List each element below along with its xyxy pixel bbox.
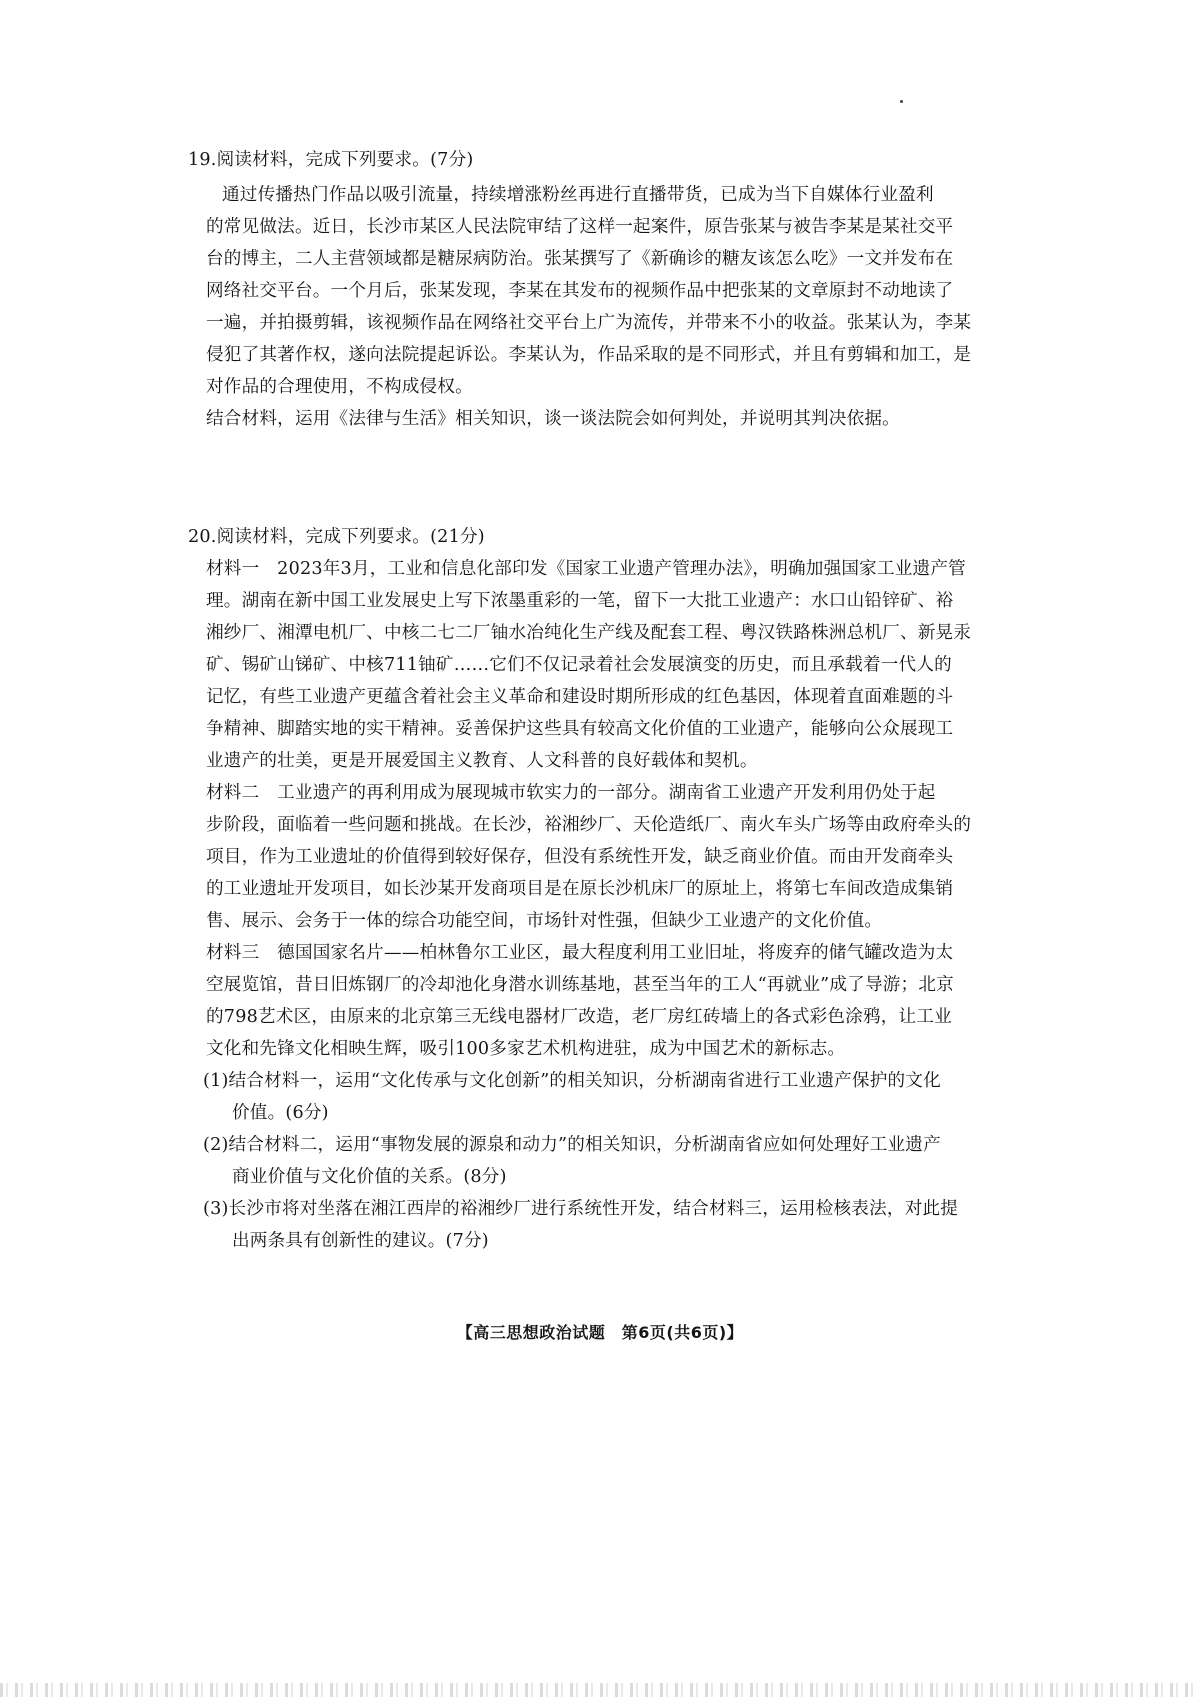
paragraph-line: 湘纱厂、湘潭电机厂、中核二七二厂铀水冶纯化生产线及配套工程、粤汉铁路株洲总机厂、新晃汞 <box>206 623 972 643</box>
question-title: 20.阅读材料，完成下列要求。(21分) <box>188 527 485 547</box>
sub-question-line: 价值。(6分) <box>232 1103 329 1123</box>
paragraph-line: 争精神、脚踏实地的实干精神。妥善保护这些具有较高文化价值的工业遗产，能够向公众展现工 <box>206 719 954 739</box>
paragraph-line: 项目，作为工业遗址的价值得到较好保存，但没有系统性开发，缺乏商业价值。而由开发商牵头 <box>206 847 954 867</box>
sub-question-line: (2)结合材料二，运用“事物发展的源泉和动力”的相关知识，分析湖南省应如何处理好工业遗产 <box>203 1135 941 1155</box>
paragraph-line: 空展览馆，昔日旧炼钢厂的冷却池化身潜水训练基地，甚至当年的工人“再就业”成了导游；北京 <box>206 975 954 995</box>
paragraph-line: 的798艺术区，由原来的北京第三无线电器材厂改造，老厂房红砖墙上的各式彩色涂鸦，让工业 <box>206 1007 952 1027</box>
sub-question-line: 商业价值与文化价值的关系。(8分) <box>232 1167 507 1187</box>
paragraph-line: 的常见做法。近日，长沙市某区人民法院审结了这样一起案件，原告张某与被告李某是某社交平 <box>206 217 954 237</box>
paragraph-line: 记忆，有些工业遗产更蕴含着社会主义革命和建设时期所形成的红色基因，体现着直面难题的斗 <box>206 687 954 707</box>
question-prompt: 结合材料，运用《法律与生活》相关知识，谈一谈法院会如何判处，并说明其判决依据。 <box>206 409 900 429</box>
paragraph-line: 一遍，并拍摄剪辑，该视频作品在网络社交平台上广为流传，并带来不小的收益。张某认为，李某 <box>206 313 972 333</box>
paragraph-line: 文化和先锋文化相映生辉，吸引100多家艺术机构进驻，成为中国艺术的新标志。 <box>206 1039 846 1059</box>
paragraph-line: 业遗产的壮美，更是开展爱国主义教育、人文科普的良好载体和契机。 <box>206 751 758 771</box>
scan-edge-artifact <box>0 1683 1200 1697</box>
sub-question-line: (1)结合材料一，运用“文化传承与文化创新”的相关知识，分析湖南省进行工业遗产保护的文化 <box>203 1071 941 1091</box>
paragraph-line: 通过传播热门作品以吸引流量，持续增涨粉丝再进行直播带货，已成为当下自媒体行业盈利 <box>222 185 934 205</box>
paragraph-line: 材料一 2023年3月，工业和信息化部印发《国家工业遗产管理办法》，明确加强国家工业遗产管 <box>206 559 966 579</box>
sub-question-line: (3)长沙市将对坐落在湘江西岸的裕湘纱厂进行系统性开发，结合材料三，运用检核表法，对此提 <box>203 1199 959 1219</box>
paragraph-line: 步阶段，面临着一些问题和挑战。在长沙，裕湘纱厂、天伦造纸厂、南火车头广场等由政府牵头的 <box>206 815 972 835</box>
page-footer: 【高三思想政治试题 第6页(共6页)】 <box>456 1323 744 1342</box>
paragraph-line: 材料三 德国国家名片——柏林鲁尔工业区，最大程度利用工业旧址，将废弃的储气罐改造为太 <box>206 943 954 963</box>
paragraph-line: 台的博主，二人主营领域都是糖尿病防治。张某撰写了《新确诊的糖友该怎么吃》一文并发布在 <box>206 249 954 269</box>
question-title: 19.阅读材料，完成下列要求。(7分) <box>188 150 474 170</box>
paragraph-line: 的工业遗址开发项目，如长沙某开发商项目是在原长沙机床厂的原址上，将第七车间改造成集销 <box>206 879 954 899</box>
paragraph-line: 售、展示、会务于一体的综合功能空间，市场针对性强，但缺少工业遗产的文化价值。 <box>206 911 883 931</box>
scan-speck <box>900 100 903 103</box>
sub-question-line: 出两条具有创新性的建议。(7分) <box>232 1231 489 1251</box>
paragraph-line: 矿、锡矿山锑矿、中核711铀矿……它们不仅记录着社会发展演变的历史，而且承载着一代人的 <box>206 655 952 675</box>
paragraph-line: 对作品的合理使用，不构成侵权。 <box>206 377 473 397</box>
paragraph-line: 网络社交平台。一个月后，张某发现，李某在其发布的视频作品中把张某的文章原封不动地读了 <box>206 281 954 301</box>
paragraph-line: 理。湖南在新中国工业发展史上写下浓墨重彩的一笔，留下一大批工业遗产：水口山铅锌矿、裕 <box>206 591 954 611</box>
paragraph-line: 侵犯了其著作权，遂向法院提起诉讼。李某认为，作品采取的是不同形式，并且有剪辑和加工，是 <box>206 345 972 365</box>
paragraph-line: 材料二 工业遗产的再利用成为展现城市软实力的一部分。湖南省工业遗产开发利用仍处于起 <box>206 783 936 803</box>
